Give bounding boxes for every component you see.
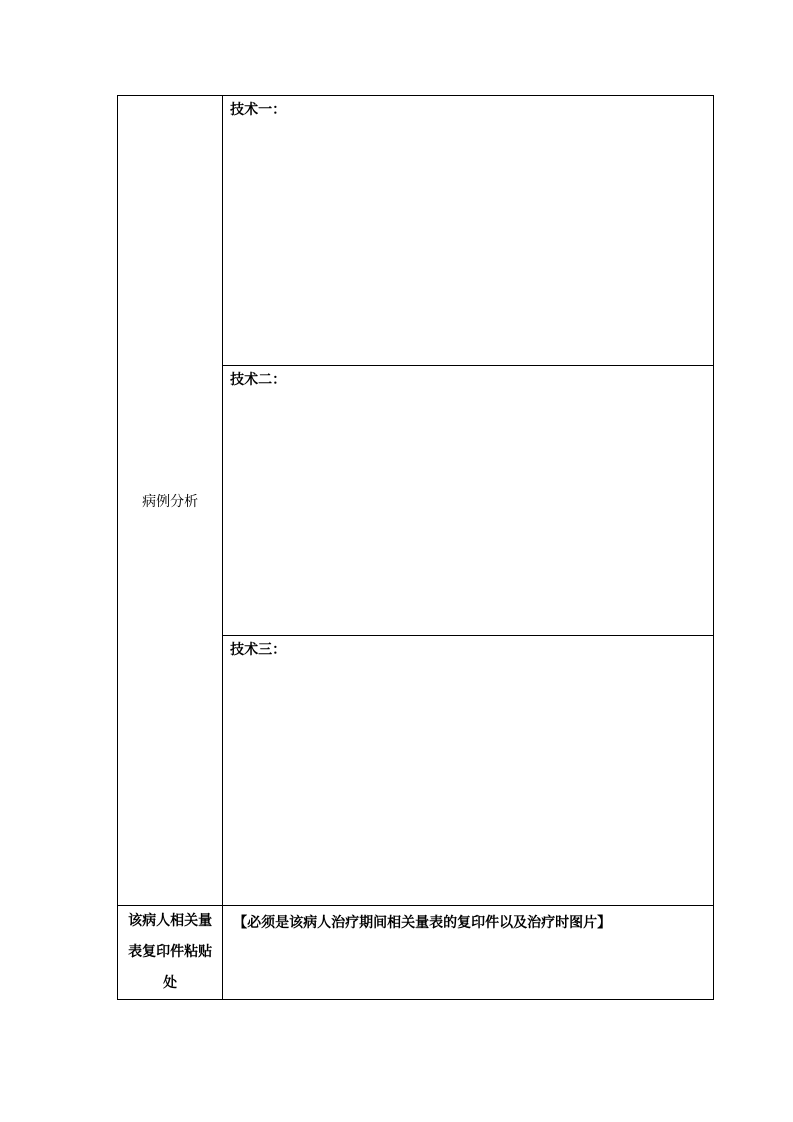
scale-copy-row — [118, 906, 714, 1000]
technique-one-cell[interactable] — [223, 96, 714, 366]
case-analysis-label: 病例分析 — [142, 493, 199, 510]
technique-three-label: 技术三： — [230, 642, 287, 658]
case-form-table — [117, 95, 714, 1000]
technique-two-cell[interactable] — [223, 366, 714, 636]
case-analysis-label-cell — [118, 96, 223, 906]
scale-copy-instruction: 【必须是该病人治疗期间相关量表的复印件以及治疗时图片】 — [233, 915, 612, 931]
technique-three-cell[interactable] — [223, 636, 714, 906]
technique-one-row — [118, 96, 714, 366]
technique-two-label: 技术二： — [230, 372, 287, 388]
technique-one-label: 技术一： — [230, 102, 287, 118]
scale-copy-label: 该病人相关量表复印件粘贴处 — [128, 913, 213, 991]
scale-copy-paste-area[interactable] — [223, 906, 714, 1000]
scale-copy-label-cell — [118, 906, 223, 1000]
